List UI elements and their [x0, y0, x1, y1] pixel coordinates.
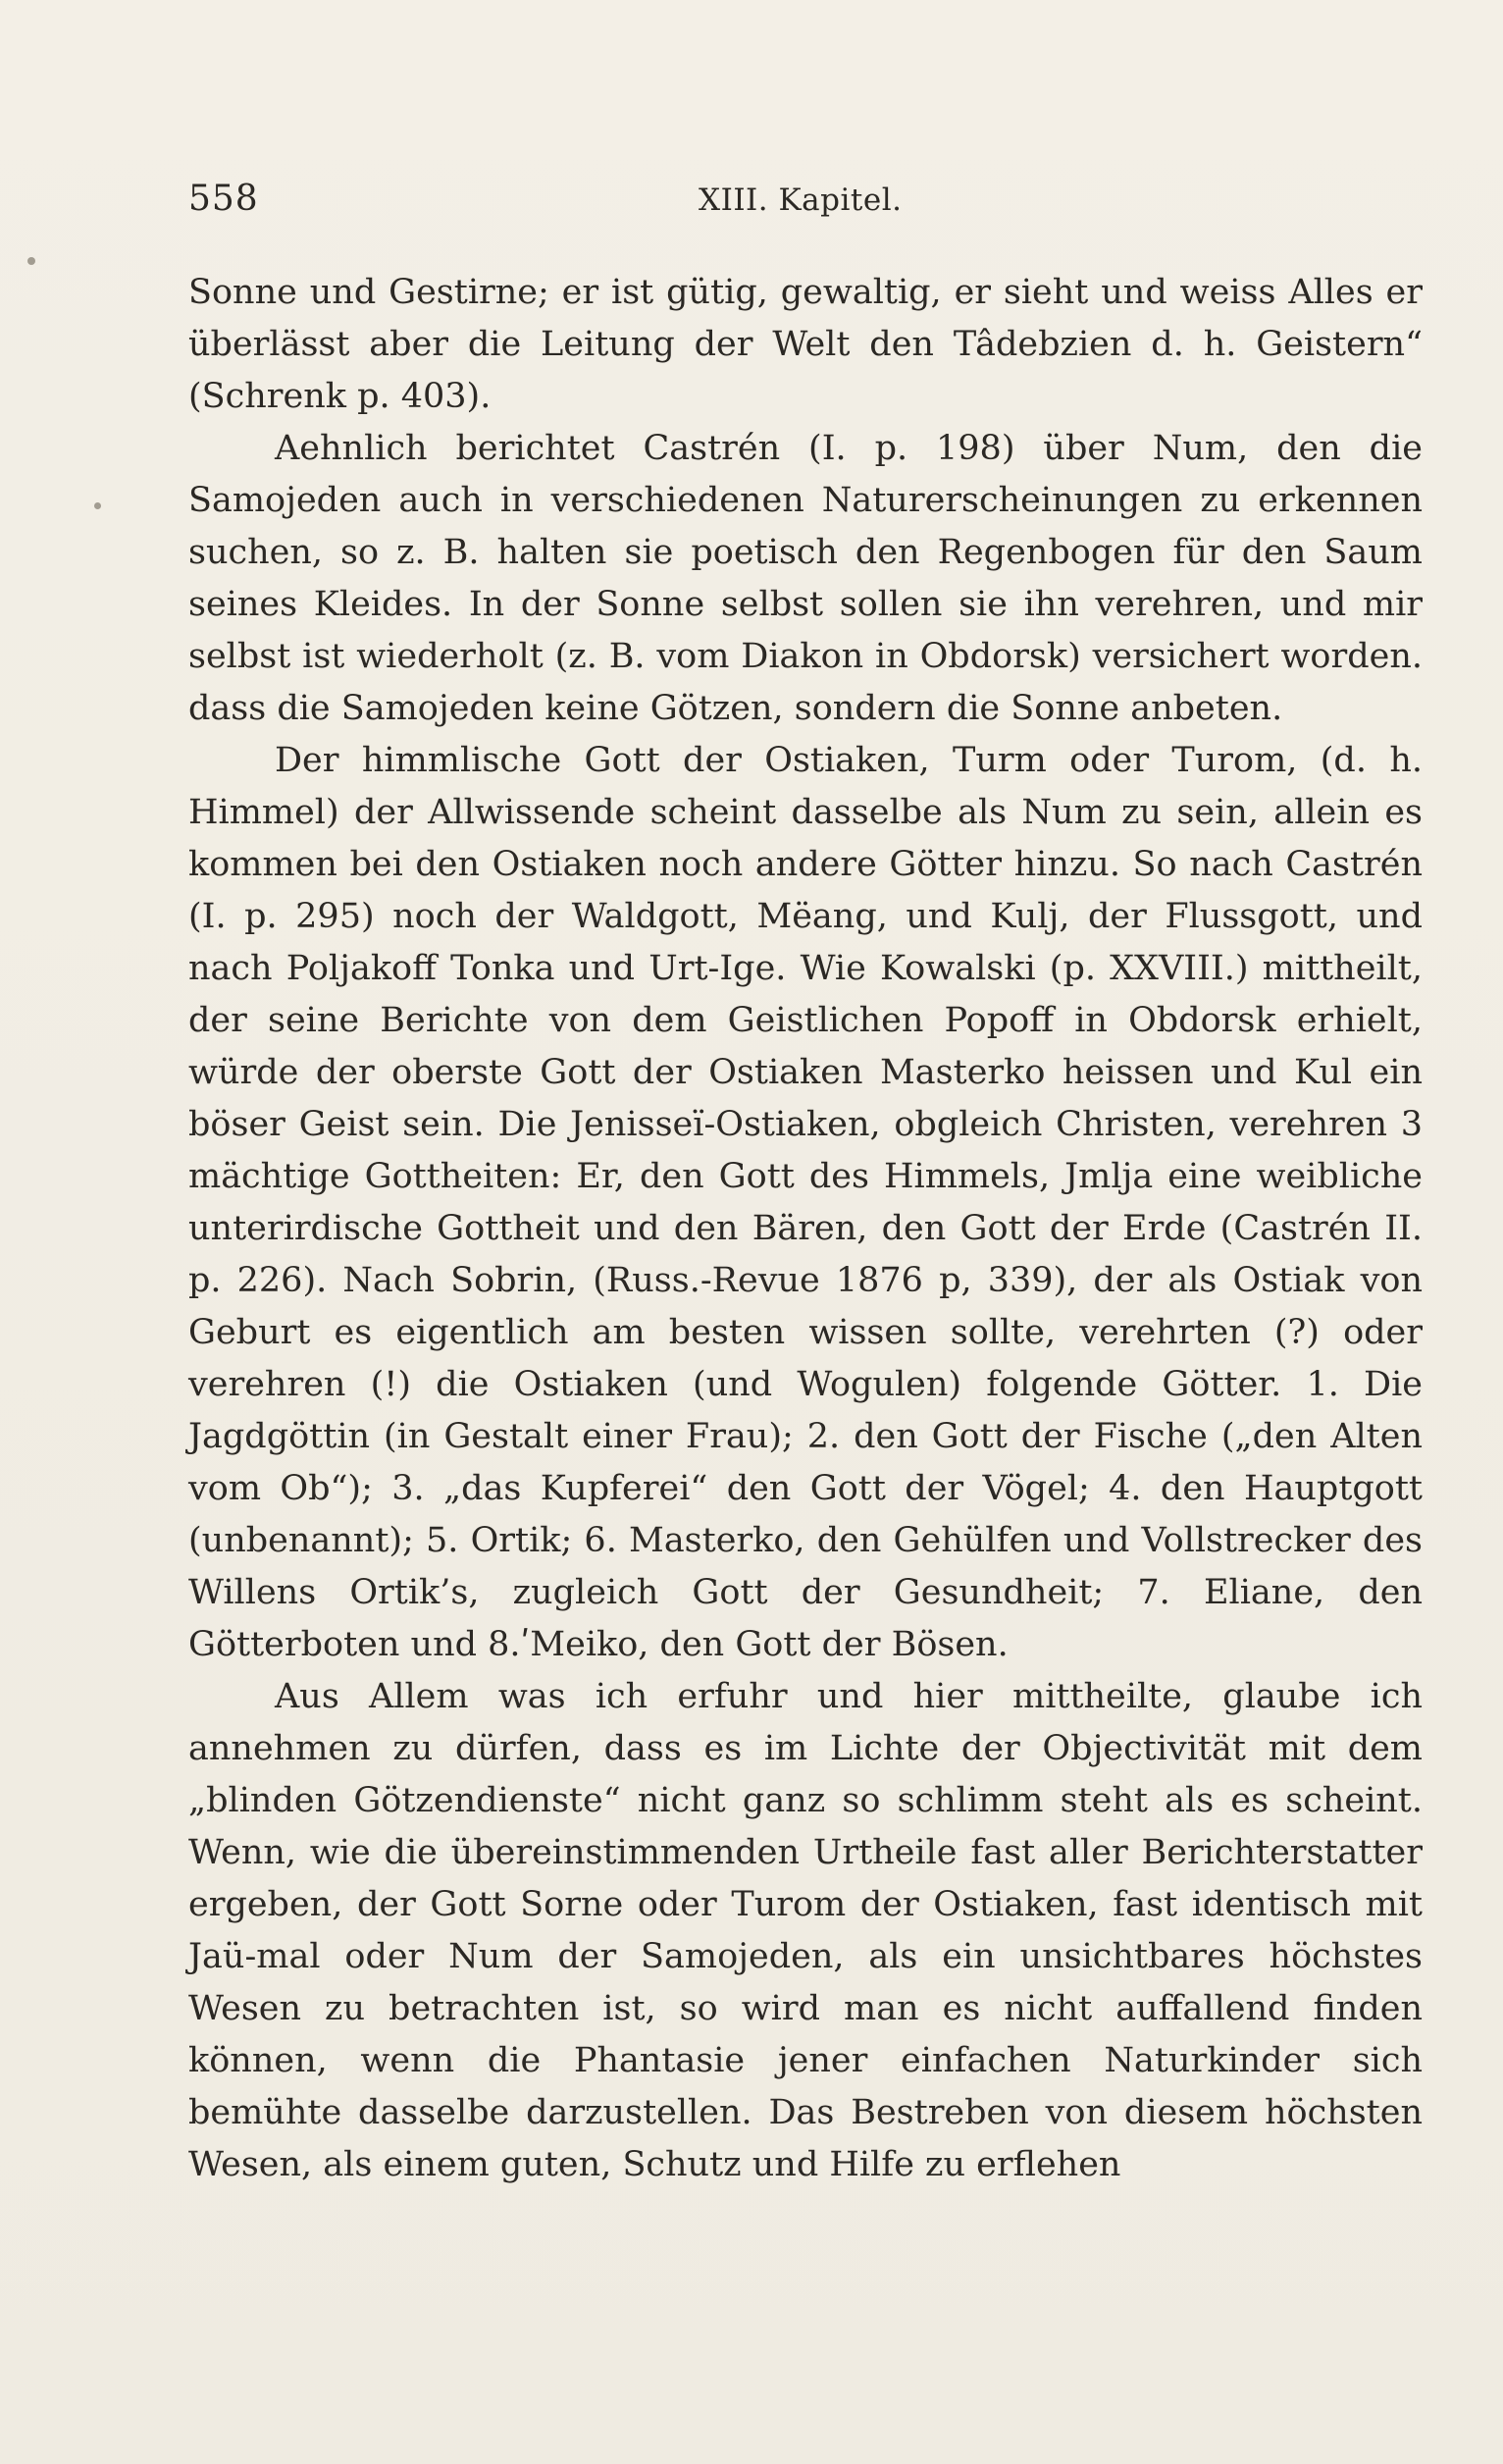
running-head: XIII. Kapitel. — [699, 183, 903, 218]
page-header — [188, 179, 1423, 237]
paragraph-conclusion: Aus Allem was ich erfuhr und hier mittheilte, glaube ich annehmen zu dürfen, dass es im Lichte der Objectivität mit dem „blinden Götzendienste“ nicht ganz so schlimm steht als es scheint. Wenn, wie die übereinstimmenden Urtheile fast aller Berichterstatter ergeben, der Gott Sorne oder Turom der Ostiaken, fast identisch mit Jaü-mal oder Num der Samojeden, als ein unsichtbares höchstes Wesen zu betrachten ist, so wird man es nicht auffallend finden können, wenn die Phantasie jener einfachen Naturkinder sich bemühte dasselbe darzustellen. Das Bestreben von diesem höchsten Wesen, als einem guten, Schutz und Hilfe zu erflehen — [188, 1677, 1423, 2184]
margin-speck-dot — [27, 257, 35, 265]
body-text — [188, 267, 1423, 2191]
paragraph-ostiak-gods: Der himmlische Gott der Ostiaken, Turm oder Turom, (d. h. Himmel) der Allwissende scheint dasselbe als Num zu sein, allein es kommen bei den Ostiaken noch andere Götter hinzu. So nach Castrén (I. p. 295) noch der Waldgott, Mëang, und Kulj, der Flussgott, und nach Poljakoff Tonka und Urt-Ige. Wie Kowalski (p. XXVIII.) mittheilt, der seine Berichte von dem Geistlichen Popoff in Obdorsk erhielt, würde der oberste Gott der Ostiaken Masterko heissen und Kul ein böser Geist sein. Die Jenisseï-Ostiaken, obgleich Christen, verehren 3 mächtige Gottheiten: Er, den Gott des Himmels, Jmlja eine weibliche unterirdische Gottheit und den Bären, den Gott der Erde (Castrén II. p. 226). Nach Sobrin, (Russ.-Revue 1876 p, 339), der als Ostiak von Geburt es eigentlich am besten wissen sollte, verehrten (?) oder verehren (!) die Ostiaken (und Wogulen) folgende Götter. 1. Die Jagdgöttin (in Gestalt einer Frau); 2. den Gott der Fische („den Alten vom Ob“); 3. „das Kupferei“ den Gott der Vögel; 4. den Hauptgott (unbenannt); 5. Ortik; 6. Masterko, den Gehülfen und Vollstrecker des Willens Ortik’s, zugleich Gott der Gesundheit; 7. Eliane, den Götterboten und 8.ʹMeiko, den Gott der Bösen. — [188, 741, 1423, 1664]
page-number: 558 — [188, 179, 259, 219]
paragraph-continuation: Sonne und Gestirne; er ist gütig, gewaltig, er sieht und weiss Alles er überlässt aber die Leitung der Welt den Tâdebzien d. h. Geistern“ (Schrenk p. 403). — [188, 273, 1423, 416]
paragraph-castren-num: Aehnlich berichtet Castrén (I. p. 198) über Num, den die Samojeden auch in verschiedenen Naturerscheinungen zu erkennen suchen, so z. B. halten sie poetisch den Regenbogen für den Saum seines Kleides. In der Sonne selbst sollen sie ihn verehren, und mir selbst ist wiederholt (z. B. vom Diakon in Obdorsk) versichert worden. dass die Samojeden keine Götzen, sondern die Sonne anbeten. — [188, 429, 1423, 728]
margin-speck-dot — [94, 502, 101, 509]
